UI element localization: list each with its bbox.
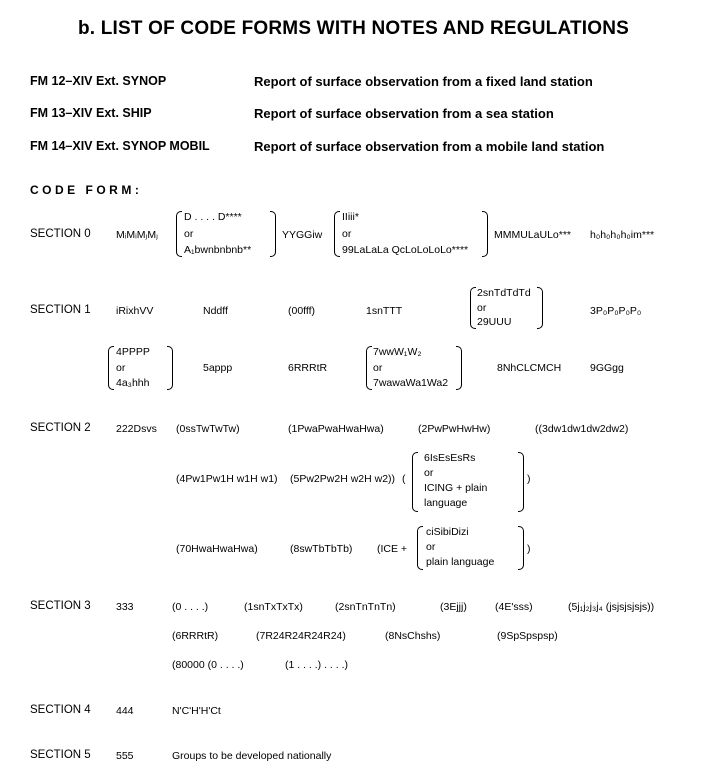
section-0-group-yyggiw: YYGGiw [282,229,323,241]
section-2-alt-plain-language: plain language [426,556,495,568]
section-2-group-ice: (ICE + [377,543,408,555]
section-1-or-e: or [373,362,383,374]
section-2-group-8sw: (8swTbTbTb) [290,543,353,555]
section-1-group-3p0: 3P₀P₀P₀P₀ [590,305,642,317]
section-1-alt-7wawa: 7wawaWa1Wa2 [373,377,449,389]
section-1-group-8nhcl: 8NhCLCMCH [497,362,562,374]
section-2-group-5pw2: (5Pw2Pw2H w2H w2)) [290,473,396,485]
section-3-label: SECTION 3 [30,600,91,612]
section-2-or-h: or [426,541,436,553]
section-1-label: SECTION 1 [30,304,91,316]
section-3-group-0: (0 . . . .) [172,601,209,613]
section-2-close-paren-1: ) [527,473,531,485]
section-3-group-6rrr: (6RRRtR) [172,630,219,642]
section-4-group-nchh: N'C'H'H'Ct [172,705,221,717]
section-1-alt-4a3hhh: 4a₃hhh [116,377,150,389]
section-0-group-h0: h₀h₀h₀h₀im*** [590,229,655,241]
section-0-alt-a1bw: A₁bwnbnbnb** [184,244,252,256]
section-5-group-national: Groups to be developed nationally [172,750,332,762]
section-3-group-9sp: (9SpSpspsp) [497,630,558,642]
fm14-description: Report of surface observation from a mobile land station [254,139,605,154]
section-0-brace-b-right [482,211,488,257]
section-0-or-a: or [184,228,194,240]
section-2-group-4pw1: (4Pw1Pw1H w1H w1) [176,473,278,485]
fm12-code: FM 12–XIV Ext. SYNOP [30,74,167,88]
section-2-brace-f-right [518,452,524,512]
section-1-group-irixhvv: iRixhVV [116,305,154,317]
section-2-or-f: or [424,467,434,479]
section-0-group-mimimjmj: MᵢMᵢMⱼMⱼ [116,229,158,241]
section-3-group-80000: (80000 (0 . . . .) [172,659,244,671]
section-5-label: SECTION 5 [30,749,91,761]
section-2-brace-h-left [417,526,423,570]
section-1-brace-e-left [366,346,372,390]
fm13-description: Report of surface observation from a sea station [254,106,554,121]
section-0-brace-b-left [334,211,340,257]
section-1-group-5appp: 5appp [203,362,233,374]
section-4-label: SECTION 4 [30,704,91,716]
fm13-code: FM 13–XIV Ext. SHIP [30,106,152,120]
section-1-alt-4pppp: 4PPPP [116,346,150,358]
section-1-brace-e-right [456,346,462,390]
section-2-group-70hwa: (70HwaHwaHwa) [176,543,258,555]
section-0-brace-a-left [176,211,182,257]
section-3-group-1sn: (1snTxTxTx) [244,601,303,613]
section-3-indicator: 333 [116,601,134,613]
section-0-brace-a-right [270,211,276,257]
section-2-label: SECTION 2 [30,422,91,434]
fm14-code: FM 14–XIV Ext. SYNOP MOBIL [30,139,210,153]
section-1-group-00fff: (00fff) [288,305,316,317]
section-2-group-1pwa: (1PwaPwaHwaHwa) [288,423,384,435]
section-3-group-7r24: (7R24R24R24R24) [256,630,346,642]
section-3-group-2sn: (2snTnTnTn) [335,601,396,613]
section-0-alt-iiiii: IIiii* [342,211,359,223]
section-3-group-5j: (5j₁j₂j₃j₄ (jsjsjsjsjs)) [568,601,655,613]
section-0-alt-d: D . . . . D**** [184,211,242,223]
section-0-alt-99lalala: 99LaLaLa QcLoLoLoLo**** [342,244,469,256]
section-3-group-4esss: (4E'sss) [495,601,533,613]
code-form-heading: CODE FORM: [30,183,143,197]
section-2-alt-cisi: ciSibiDizi [426,526,469,538]
section-0-group-mmmu: MMMULaULo*** [494,229,572,241]
section-2-close-paren-2: ) [527,543,531,555]
section-1-group-nddff: Nddff [203,305,228,317]
section-2-group-0sstw: (0ssTwTwTw) [176,423,240,435]
section-0-or-b: or [342,228,352,240]
section-2-alt-icing: ICING + plain [424,482,488,494]
fm12-description: Report of surface observation from a fixed land station [254,74,593,89]
section-1-or-d: or [116,362,126,374]
section-1-alt-2sntdtdtd: 2snTdTdTd [477,287,531,299]
section-1-brace-d-left [108,346,114,390]
section-2-group-222dsvs: 222Dsvs [116,423,157,435]
section-5-indicator: 555 [116,750,134,762]
section-1-brace-d-right [167,346,173,390]
section-2-brace-f-left [412,452,418,512]
section-1-brace-c-right [537,287,543,329]
section-2-group-3dw: ((3dw1dw1dw2dw2) [535,423,629,435]
section-2-group-2pw: (2PwPwHwHw) [418,423,491,435]
section-1-group-9gggg: 9GGgg [590,362,624,374]
section-1-alt-7wwww: 7wwW₁W₂ [373,346,422,358]
section-2-alt-6is: 6IsEsEsRs [424,452,476,464]
section-1-alt-29uuu: 29UUU [477,316,512,328]
section-1-group-1sntt: 1snTTT [366,305,403,317]
page-title: b. LIST OF CODE FORMS WITH NOTES AND REGULATIONS [77,18,630,39]
section-1-group-6rrrtr: 6RRRtR [288,362,328,374]
section-3-group-8ns: (8NsChshs) [385,630,441,642]
section-0-label: SECTION 0 [30,228,91,240]
section-4-indicator: 444 [116,705,134,717]
section-2-open-paren: ( [402,473,406,485]
section-1-brace-c-left [470,287,476,329]
section-1-or-c: or [477,302,487,314]
section-3-group-3ejjj: (3Ejjj) [440,601,467,613]
section-3-group-1-repeat: (1 . . . .) . . . .) [285,659,349,671]
section-2-alt-icing-language: language [424,497,468,509]
section-2-brace-h-right [518,526,524,570]
